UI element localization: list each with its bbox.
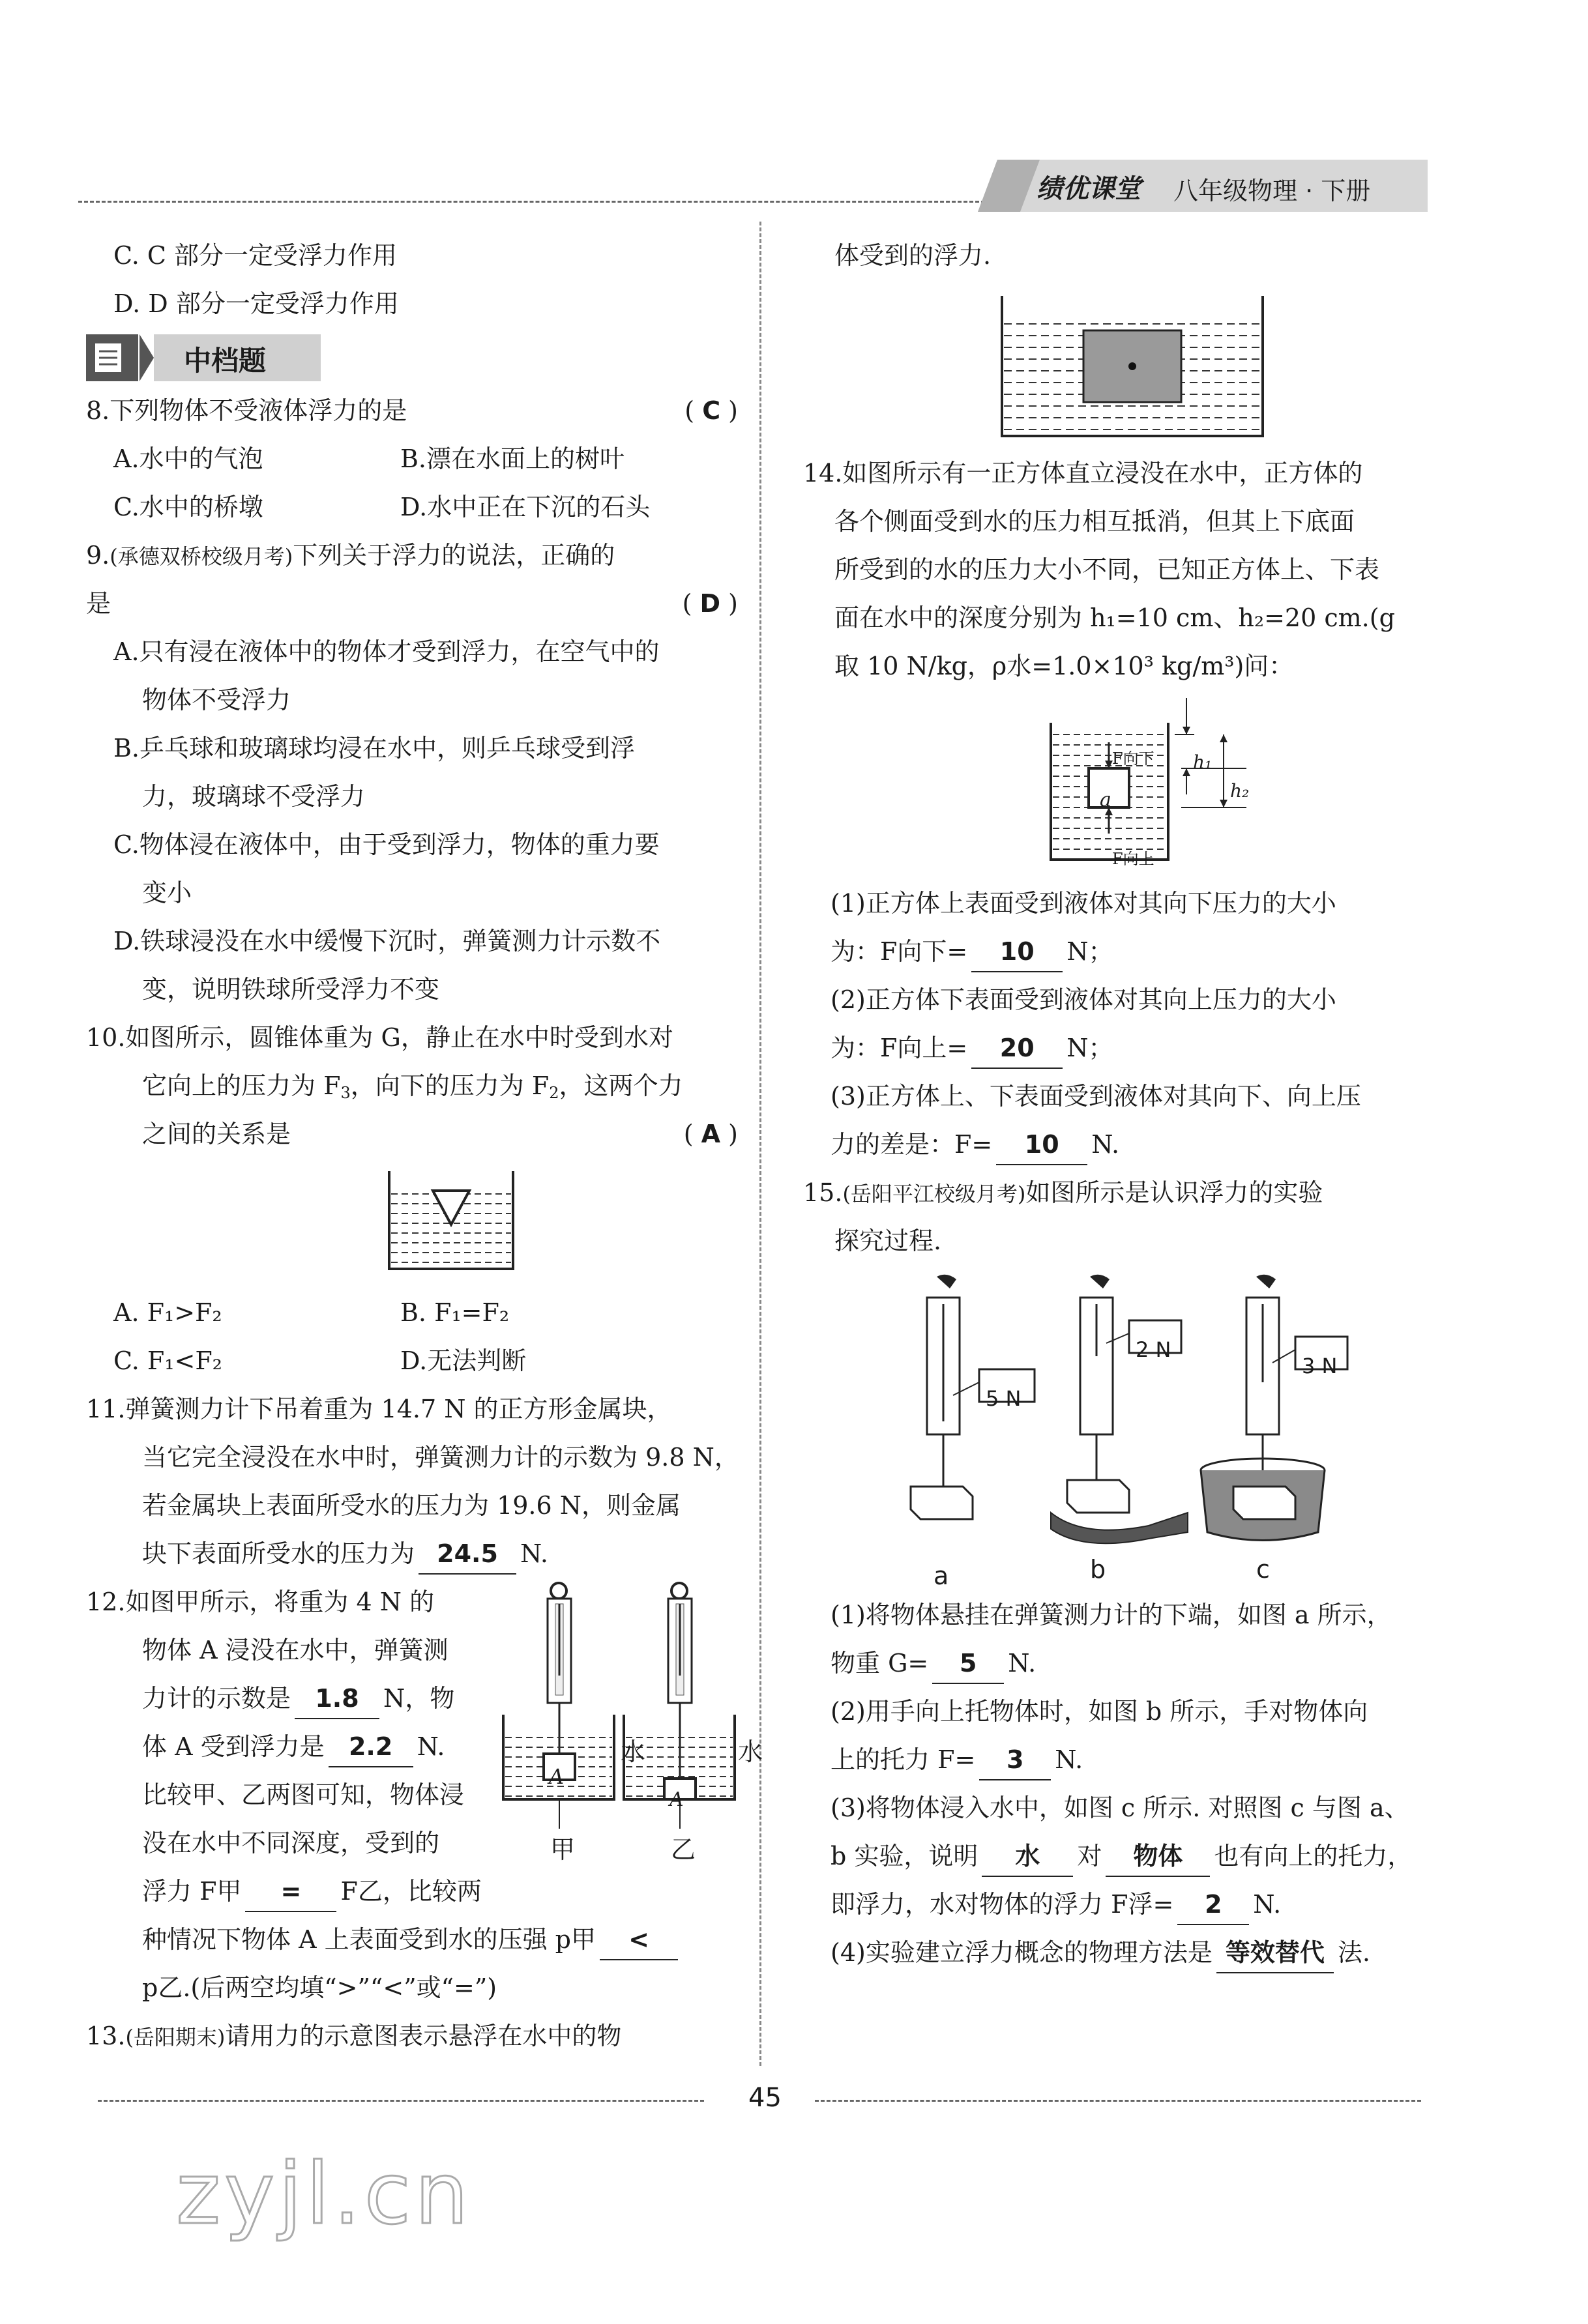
q9-line: 变小 <box>142 879 192 907</box>
fig-label-block-a2: A <box>669 1788 684 1811</box>
q9-line: B.乒乓球和玻璃球均浸在水中，则乒乓球受到浮 <box>113 734 636 763</box>
q9-line: C.物体浸在液体中，由于受到浮力，物体的重力要 <box>113 830 660 859</box>
q8-opt-a: A.水中的气泡 <box>113 444 263 473</box>
q14-line: 14.如图所示有一正方体直立浸没在水中，正方体的 <box>803 459 1363 487</box>
fig-label-water-2: 水 <box>738 1737 763 1766</box>
q12-block: 12.如图甲所示，将重为 4 N 的 物体 A 浸没在水中，弹簧测 力计的示数是 1.8 N，物 体 A 受到浮力是 2.2 N. 比较甲、乙两图可知，物体浸 没在水中不同深度，受到的 浮力 F甲 = F乙，比较两 种情况下物体 A 上表面受到水的压强 p甲 < p乙.(后两空均填“>”“<”或“=”) A A 水 水 甲 乙 <box>86 1578 738 2012</box>
cone-in-water-diagram <box>386 1165 516 1275</box>
fig-label-jia: 甲 <box>550 1835 576 1864</box>
q10-opt-a: A. F₁>F₂ <box>113 1298 222 1327</box>
q10-line: 之间的关系是 ( A ) <box>142 1120 738 1148</box>
q14-part1: (1)正方体上表面受到液体对其向下压力的大小 <box>831 889 1336 918</box>
q15-answer-1: 5 <box>932 1644 1004 1684</box>
q9-line: 物体不受浮力 <box>142 686 291 714</box>
q12-spring-scale-diagram <box>490 1578 744 1871</box>
fig-label-block-a: A <box>549 1764 565 1789</box>
q15-answer-3c: 2 <box>1177 1885 1249 1925</box>
page-number: 45 <box>748 2083 782 2113</box>
q8-opt-c: C.水中的桥墩 <box>113 493 263 521</box>
q12-answer-4: < <box>600 1920 678 1960</box>
q7-option-d: D. D 部分一定受浮力作用 <box>113 289 399 318</box>
q14-answer-3: 10 <box>996 1125 1087 1165</box>
q14-line: 面在水中的深度分别为 h₁=10 cm、h₂=20 cm.(g <box>834 603 1395 632</box>
q15-answer-4: 等效替代 <box>1216 1933 1334 1973</box>
q15-part1: (1)将物体悬挂在弹簧测力计的下端，如图 a 所示， <box>831 1601 1392 1629</box>
q11-line: 块下表面所受水的压力为 24.5 N. <box>86 1530 738 1578</box>
header-rule <box>78 201 991 203</box>
q10-opt-c: C. F₁<F₂ <box>113 1346 222 1375</box>
q10-line: 它向上的压力为 $F_3$，向下的压力为 $F_2$，这两个力 <box>142 1071 683 1102</box>
q15-reading-c: 3 N <box>1302 1354 1338 1378</box>
header-brand: 绩优课堂 <box>1037 174 1141 204</box>
q8-opt-b: B.漂在水面上的树叶 <box>400 444 625 473</box>
q10-answer: A <box>701 1120 721 1148</box>
q14-figure <box>803 690 1455 879</box>
q14-label-h1: h₁ <box>1193 751 1213 773</box>
left-column <box>86 231 763 2060</box>
q11-line: 11.弹簧测力计下吊着重为 14.7 N 的正方形金属块， <box>86 1395 672 1423</box>
q8-answer: C <box>702 396 721 425</box>
q10-opt-b: B. F₁=F₂ <box>400 1298 510 1327</box>
block-floating-diagram <box>999 293 1266 443</box>
q14-label-h2: h₂ <box>1230 780 1250 802</box>
right-column: 体受到的浮力. 14.如图所示有一正方体直立浸没在水中，正方体的 各个侧面受到水的压力相互抵消，但其上下底面 所受到的水的压力大小不同，已知正方体上、下表 面在水中的深度分别为 h₁=10 cm、h₂=20 cm.(g 取 10 N/kg，ρ水=1.0×10³ kg/m³)问： F向下 F向上 a h₁ h₂ (1)正方体上表面受到液体对其向下压力的大小 为：F向下= 10 N； (2)正方体下表面受到液体对其向上压力的大小 为：F向上= 20 N； (3)正方体上、下表面受到液体对其向下、向上压 力的差是：F= 10 N. 15.(岳阳平江校级月考)如图所示是认识浮力的实验 探究过程. 5 N 2 N 3 N a b c (1)将物体悬挂在弹簧测力计的下端，如图 a 所示， 物重 G= 5 N. (2)用手向上托物体时，如图 b 所示，手对物体向 上的托力 F= 3 N. (3)将物体浸入水中，如图 c 所示. 对照图 c 与图 a、 b 实验，说明 水 对 物体 也有向上的托力， 即浮力，水对物体的浮力 F浮= 2 N. (4)实验建立浮力概念的物理方法是 等效替代 法. <box>803 231 1455 1977</box>
q9-line: 变，说明铁球所受浮力不变 <box>142 975 440 1004</box>
q10-opt-d: D.无法判断 <box>400 1346 527 1375</box>
q15-answer-3a: 水 <box>982 1837 1073 1877</box>
q14-answer-1: 10 <box>971 932 1063 972</box>
q11-answer: 24.5 <box>419 1534 516 1575</box>
q15-label-b: b <box>1090 1555 1106 1584</box>
q10-line: 10.如图所示，圆锥体重为 G，静止在水中时受到水对 <box>86 1023 673 1052</box>
q12-answer-2: 2.2 <box>329 1727 413 1767</box>
q15-stem-cont: 探究过程. <box>834 1227 942 1255</box>
q14-line: 各个侧面受到水的压力相互抵消，但其上下底面 <box>834 507 1355 536</box>
fig-label-water-1: 水 <box>621 1737 646 1766</box>
q14-line: 取 10 N/kg，ρ水=1.0×10³ kg/m³)问： <box>834 652 1294 680</box>
q15-part2: (2)用手向上托物体时，如图 b 所示，手对物体向 <box>831 1697 1368 1726</box>
q7-option-c: C. C 部分一定受浮力作用 <box>113 241 398 270</box>
footer-rule-left <box>98 2100 704 2102</box>
q10-figure <box>86 1158 738 1288</box>
q15-label-c: c <box>1256 1555 1270 1584</box>
q13-cont: 体受到的浮力. <box>834 241 992 270</box>
q12-answer-3: = <box>245 1872 336 1912</box>
q11-line: 当它完全浸没在水中时，弹簧测力计的示数为 9.8 N， <box>142 1443 739 1472</box>
q15-answer-3b: 物体 <box>1106 1837 1210 1877</box>
q8-stem: 8.下列物体不受液体浮力的是 ( C ) <box>86 396 738 425</box>
q9-answer: D <box>699 589 721 618</box>
q15-label-a: a <box>934 1561 949 1590</box>
q15-reading-a: 5 N <box>986 1386 1022 1411</box>
q9-stem-cont: 是 ( D ) <box>86 589 738 618</box>
q13-stem: 13.(岳阳期末)请用力的示意图表示悬浮在水中的物 <box>86 2022 622 2050</box>
q12-answer-1: 1.8 <box>295 1679 379 1719</box>
q9-line: A.只有浸在液体中的物体才受到浮力，在空气中的 <box>113 637 660 666</box>
q14-label-bottom: F向上 <box>1112 850 1154 868</box>
q14-line: 所受到的水的压力大小不同，已知正方体上、下表 <box>834 555 1380 584</box>
q11-line: 若金属块上表面所受水的压力为 19.6 N，则金属 <box>142 1491 681 1520</box>
q14-answer-2: 20 <box>971 1028 1063 1069</box>
fig-label-yi: 乙 <box>671 1835 696 1864</box>
buoyancy-experiment-diagram <box>901 1271 1357 1545</box>
q15-figure <box>803 1265 1455 1591</box>
q8-opt-d: D.水中正在下沉的石头 <box>400 493 651 521</box>
section-title: 中档题 <box>184 345 267 377</box>
q15-answer-2: 3 <box>979 1740 1051 1780</box>
q14-label-block: a <box>1100 789 1111 811</box>
footer-rule-right <box>815 2100 1421 2102</box>
column-divider <box>759 222 761 2066</box>
q15-reading-b: 2 N <box>1136 1337 1171 1362</box>
q15-part3: (3)将物体浸入水中，如图 c 所示. 对照图 c 与图 a、 <box>831 1794 1409 1822</box>
q9-line: 力，玻璃球不受浮力 <box>142 782 366 811</box>
q13-figure <box>803 280 1455 449</box>
q14-part2: (2)正方体下表面受到液体对其向上压力的大小 <box>831 985 1336 1014</box>
q9-line: D.铁球浸没在水中缓慢下沉时，弹簧测力计示数不 <box>113 927 661 955</box>
q14-part3: (3)正方体上、下表面受到液体对其向下、向上压 <box>831 1082 1361 1111</box>
section-header <box>86 328 738 386</box>
q9-stem: 9.(承德双桥校级月考)下列关于浮力的说法，正确的 <box>86 541 615 570</box>
q14-label-top: F向下 <box>1112 749 1154 768</box>
header-subtitle: 八年级物理 · 下册 <box>1173 177 1371 205</box>
watermark: zyjl.cn <box>176 2144 473 2243</box>
q15-stem: 15.(岳阳平江校级月考)如图所示是认识浮力的实验 <box>803 1178 1323 1207</box>
